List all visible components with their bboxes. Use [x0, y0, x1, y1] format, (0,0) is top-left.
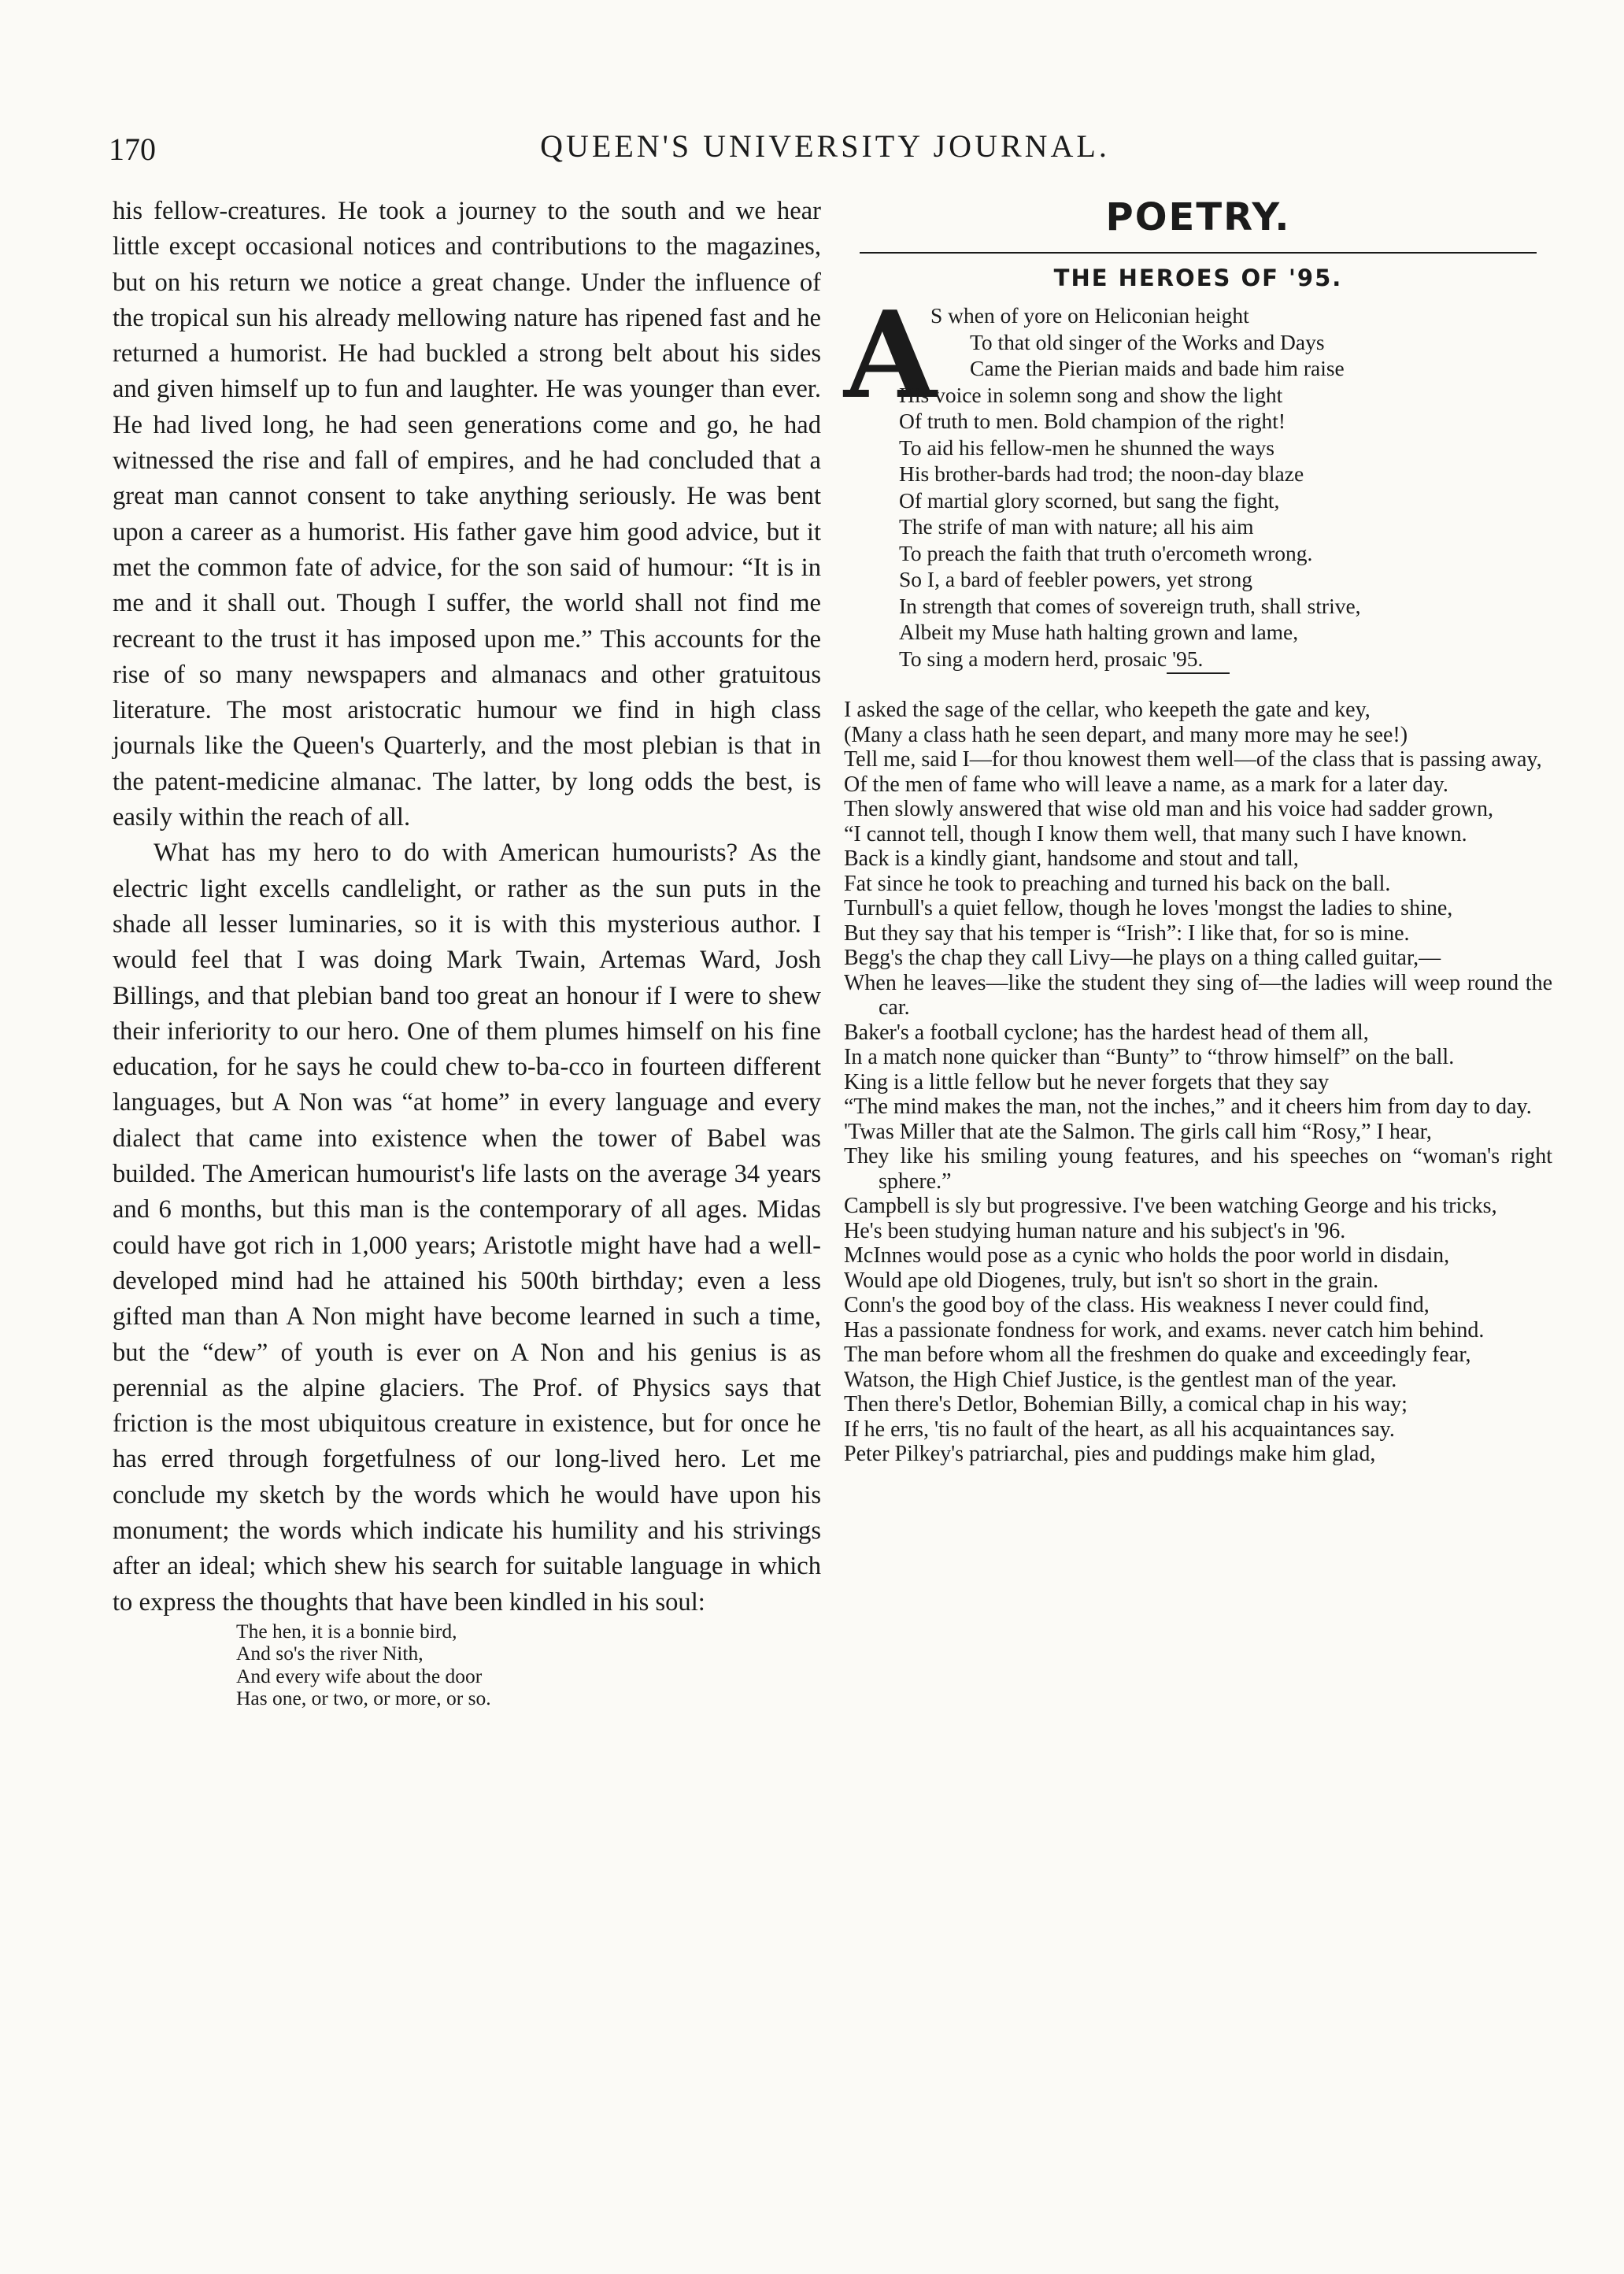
- poem-line: His brother-bards had trod; the noon-day blaze: [899, 461, 1304, 486]
- poem-line: His voice in solemn song and show the light: [899, 382, 1283, 407]
- essay-paragraph-2: What has my hero to do with American humourists? As the electric light excells candlelight, or rather as the sun puts in the shade all lesser luminaries, so it is with this mysterious author. I would feel that I was doing Mark Twain, Artemas Ward, Josh Billings, and that plebian band too great an honour if I were to shew their inferiority to our hero. One of them plumes himself on his fine education, for he says he could chew to-ba-cco in fourteen different languages, but A Non was “at home” in every language and every dialect that came into existence when the tower of Babel was builded. The American humourist's life lasts on the average 34 years and 6 months, but this man is the contemporary of all ages. Midas could have got rich in 1,000 years; Aristotle might have had a well-developed mind had he attained his 500th birthday; even a less gifted man than A Non might have become learned in such a time, but the “dew” of youth is ever on A Non and his genius is as perennial as the alpine glaciers. The Prof. of Physics says that friction is the most ubiquitous creature in existence, but for once he has erred through forgetfulness of our long-lived hero. Let me conclude my sketch by the words which he would have upon his monument; the words which indicate his humility and his strivings after an ideal; which shew his search for suitable language in which to express the thoughts that have been kindled in his soul:: [113, 839, 821, 1617]
- poem-stanza-line: “The mind makes the man, not the inches,” and it cheers him from day to day.: [844, 1094, 1532, 1119]
- verse-line: The hen, it is a bonnie bird,: [236, 1619, 457, 1643]
- poem-stanza-line: “I cannot tell, though I know them well, that many such I have known.: [844, 821, 1467, 846]
- poem-stanza-line: Begg's the chap they call Livy—he plays on a thing called guitar,—: [844, 946, 1441, 970]
- poem-stanza-line: Tell me, said I—for thou knowest them well—of the class that is passing away,: [844, 747, 1542, 772]
- sonnet: [844, 284, 1552, 672]
- poem-stanza-line: Watson, the High Chief Justice, is the gentlest man of the year.: [844, 1367, 1397, 1392]
- verse-line: Has one, or two, or more, or so.: [236, 1687, 491, 1710]
- poem-stanza-line: Turnbull's a quiet fellow, though he loves 'mongst the ladies to shine,: [844, 896, 1453, 920]
- class-poem: [844, 698, 1552, 1467]
- section-title: POETRY.: [1105, 195, 1291, 239]
- short-divider: [1167, 672, 1230, 674]
- poem-line: Of martial glory scorned, but sang the fight,: [899, 487, 1280, 513]
- poem-stanza-line: Fat since he took to preaching and turned his back on the ball.: [844, 871, 1391, 896]
- poem-stanza-line: I asked the sage of the cellar, who keepeth the gate and key,: [844, 698, 1371, 722]
- poem-stanza-line: But they say that his temper is “Irish”: I like that, for so is mine.: [844, 920, 1410, 946]
- poem-stanza-line: The man before whom all the freshmen do quake and exceedingly fear,: [844, 1343, 1471, 1367]
- right-column: [844, 194, 1552, 1467]
- poem-stanza-line: Then slowly answered that wise old man and his voice had sadder grown,: [844, 797, 1494, 821]
- left-column: [113, 194, 821, 1710]
- poem-stanza-line: Peter Pilkey's patriarchal, pies and puddings make him glad,: [844, 1442, 1376, 1466]
- essay-paragraph-1: his fellow-creatures. He took a journey to the south and we hear little except occasional notices and contributions to the magazines, but on his return we notice a great change. Under the influence of the tropical sun his already mellowing nature has ripened fast and he returned a humorist. He had buckled a strong belt about his sides and given himself up to fun and laughter. He was younger than ever. He had lived long, he had seen generations come and go, he had witnessed the rise and fall of empires, and he had concluded that a great man cannot consent to take anything seriously. He was bent upon a career as a humorist. His father gave him good advice, but it met the common fate of advice, for the son said of humour: “It is in me and it shall out. Though I suffer, the world shall not find me recreant to the trust it has imposed upon me.” This accounts for the rise of so many newspapers and almanacs and other gratuitous literature. The most aristocratic humour we find in high class journals like the Queen's Quarterly, and the most plebian is that in the patent-medicine almanac. The latter, by long odds the best, is easily within the reach of all.: [113, 197, 821, 832]
- drop-cap: A: [844, 284, 937, 425]
- poem-stanza-line: (Many a class hath he seen depart, and many more may he see!): [844, 722, 1408, 747]
- poem-stanza-line: Baker's a football cyclone; has the hardest head of them all,: [844, 1020, 1369, 1045]
- poem-stanza-line: Back is a kindly giant, handsome and stout and tall,: [844, 846, 1299, 871]
- poem-stanza-line: Conn's the good boy of the class. His weakness I never could find,: [844, 1293, 1430, 1317]
- poem-stanza-line: McInnes would pose as a cynic who holds the poor world in disdain,: [844, 1243, 1450, 1268]
- poem-line: The strife of man with nature; all his aim: [899, 514, 1254, 539]
- poem-stanza-line: Would ape old Diogenes, truly, but isn't so short in the grain.: [844, 1268, 1379, 1293]
- poem-stanza-line: 'Twas Miller that ate the Salmon. The girls call him “Rosy,” I hear,: [844, 1119, 1432, 1144]
- running-title: QUEEN'S UNIVERSITY JOURNAL.: [540, 128, 1110, 164]
- poem-line: To sing a modern herd, prosaic '95.: [899, 646, 1204, 671]
- poem-stanza-line: If he errs, 'tis no fault of the heart, as all his acquaintances say.: [844, 1417, 1395, 1442]
- poem-stanza-line: Campbell is sly but progressive. I've been watching George and his tricks,: [844, 1194, 1497, 1218]
- verse-line: And so's the river Nith,: [236, 1642, 424, 1665]
- poem-line: To that old singer of the Works and Days: [970, 329, 1325, 354]
- poem-line: To preach the faith that truth o'ercometh wrong.: [899, 540, 1313, 565]
- poem-line: So I, a bard of feebler powers, yet strong: [899, 567, 1253, 591]
- poem-stanza-line: In a match none quicker than “Bunty” to “throw himself” on the ball.: [844, 1045, 1455, 1069]
- poem-title: THE HEROES OF '95.: [1053, 265, 1343, 291]
- poem-stanza-line: Of the men of fame who will leave a name, as a mark for a later day.: [844, 772, 1448, 797]
- poem-stanza-line: He's been studying human nature and his subject's in '96.: [844, 1218, 1346, 1243]
- section-divider: [860, 252, 1537, 254]
- verse-line: And every wife about the door: [236, 1664, 483, 1687]
- page-number: 170: [109, 131, 156, 167]
- poem-stanza-line: They like his smiling young features, and his speeches on “woman's right sphere.”: [844, 1144, 1552, 1194]
- quoted-verse: [236, 1620, 821, 1710]
- poem-line: Came the Pierian maids and bade him raise: [970, 356, 1345, 380]
- poem-stanza-line: Has a passionate fondness for work, and exams. never catch him behind.: [844, 1317, 1485, 1343]
- poem-line: In strength that comes of sovereign truth, shall strive,: [899, 593, 1361, 618]
- poem-line: To aid his fellow-men he shunned the ways: [899, 435, 1274, 460]
- poem-stanza-line: When he leaves—like the student they sing of—the ladies will weep round the car.: [844, 970, 1552, 1020]
- page-header: [109, 128, 1541, 175]
- poem-stanza-line: Then there's Detlor, Bohemian Billy, a comical chap in his way;: [844, 1392, 1408, 1417]
- poem-line: Of truth to men. Bold champion of the right!: [899, 409, 1286, 433]
- poem-stanza-line: King is a little fellow but he never forgets that they say: [844, 1069, 1330, 1094]
- poem-line: Albeit my Muse hath halting grown and lame,: [899, 620, 1299, 644]
- poem-line: S when of yore on Heliconian height: [930, 303, 1249, 328]
